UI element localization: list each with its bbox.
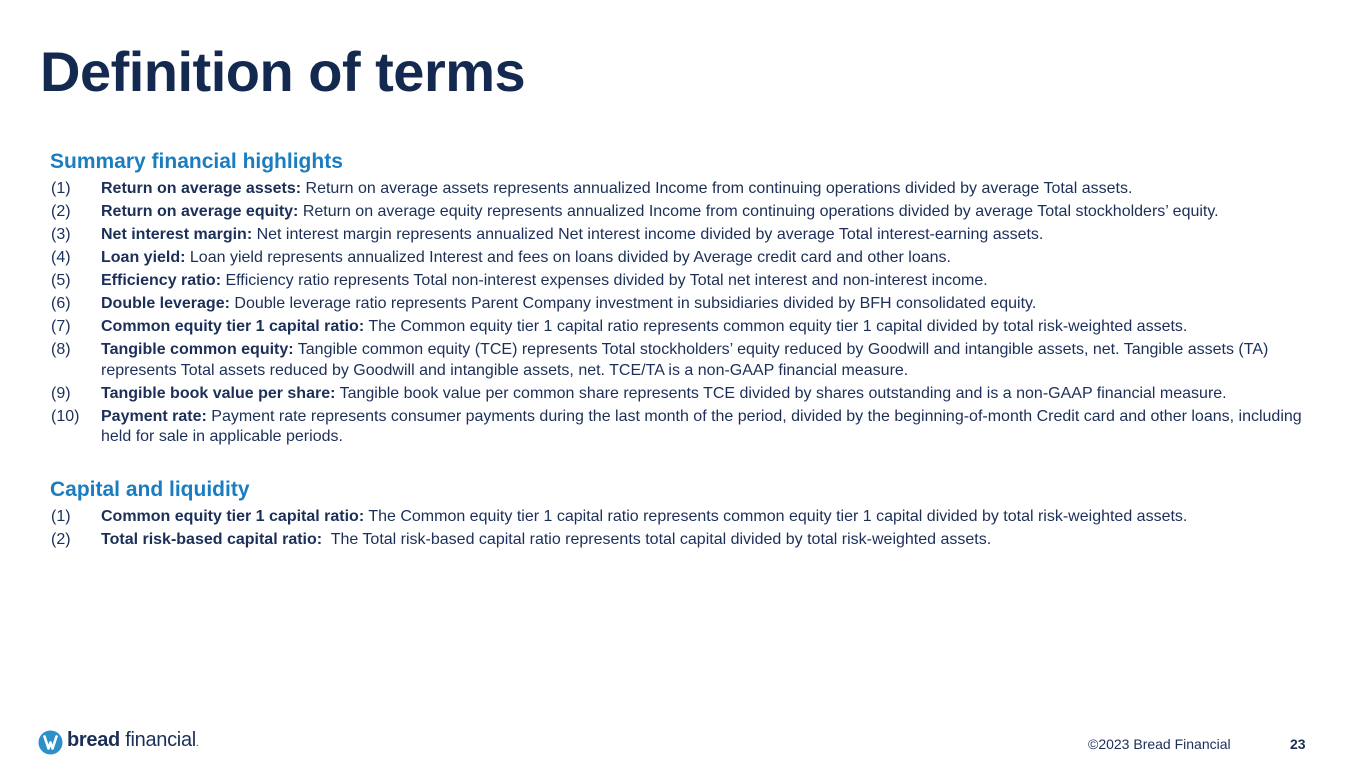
definition-item <box>50 340 1320 381</box>
definition-text <box>101 248 1320 269</box>
definition-item <box>50 384 1320 405</box>
term-name: Loan yield: <box>101 249 186 266</box>
term-definition: Return on average assets represents annualized Income from continuing operations divided by average Total assets. <box>301 180 1133 197</box>
item-number: (8) <box>51 341 71 358</box>
term-name: Common equity tier 1 capital ratio: <box>101 508 365 525</box>
item-number: (1) <box>51 180 71 197</box>
definition-item <box>50 507 1320 528</box>
term-name: Common equity tier 1 capital ratio: <box>101 318 365 335</box>
logo-dot: . <box>195 738 199 749</box>
item-number: (4) <box>51 249 71 266</box>
item-number: (2) <box>51 203 71 220</box>
item-number: (10) <box>51 407 80 425</box>
term-definition: Loan yield represents annualized Interest and fees on loans divided by Average credit card and other loans. <box>185 249 951 266</box>
definition-item <box>50 225 1320 246</box>
page-title: Definition of terms <box>40 40 526 103</box>
item-number: (5) <box>51 272 71 289</box>
term-definition: Efficiency ratio represents Total non-interest expenses divided by Total net interest and non-interest income. <box>221 272 988 289</box>
definition-text <box>101 530 1320 551</box>
term-name: Return on average assets: <box>101 180 302 197</box>
term-name: Tangible book value per share: <box>101 384 336 402</box>
definition-item <box>50 202 1320 223</box>
definition-text <box>101 179 1320 200</box>
definition-item <box>50 294 1320 315</box>
section-heading: Summary financial highlights <box>50 150 343 173</box>
term-name: Net interest margin: <box>101 226 253 243</box>
bread-logo-mark-icon <box>38 730 63 755</box>
section-heading: Capital and liquidity <box>50 478 250 501</box>
logo-word-financial: financial <box>119 729 196 751</box>
term-definition: Double leverage ratio represents Parent Company investment in subsidiaries divided by BFH consolidated equity. <box>229 295 1037 312</box>
logo-word-bread: bread <box>67 729 120 751</box>
definition-item <box>50 248 1320 269</box>
page-number: 23 <box>1290 736 1306 752</box>
term-definition: Tangible book value per common share represents TCE divided by shares outstanding and is a non-GAAP financial measure. <box>335 384 1227 402</box>
item-number: (7) <box>51 318 71 335</box>
term-name: Return on average equity: <box>101 203 299 220</box>
definition-text <box>101 225 1320 246</box>
item-number: (1) <box>51 508 71 525</box>
copyright-text: ©2023 Bread Financial <box>1088 736 1231 752</box>
logo-wordmark <box>67 727 198 757</box>
bread-financial-logo <box>38 729 198 755</box>
definition-item <box>50 407 1320 448</box>
definition-text <box>101 294 1320 315</box>
definition-text <box>101 340 1320 381</box>
definition-text <box>101 407 1320 448</box>
term-definition: Net interest margin represents annualized Net interest income divided by average Total interest-earning assets. <box>252 226 1044 243</box>
term-name: Efficiency ratio: <box>101 272 222 289</box>
term-definition: Payment rate represents consumer payments during the last month of the period, divided by the beginning-of-month Credit card and other loans, including held for sale in applicable periods. <box>101 407 1302 445</box>
item-number: (6) <box>51 295 71 312</box>
definition-item <box>50 179 1320 200</box>
item-number: (2) <box>51 531 71 548</box>
definition-text <box>101 317 1320 338</box>
section-capital-and-liquidity <box>50 477 1320 553</box>
term-name: Tangible common equity: <box>101 341 294 358</box>
term-definition: The Common equity tier 1 capital ratio represents common equity tier 1 capital divided by total risk-weighted assets. <box>364 508 1188 525</box>
term-definition: Return on average equity represents annualized Income from continuing operations divided by average Total stockholders’ equity. <box>298 203 1219 220</box>
definition-item <box>50 530 1320 551</box>
definition-list <box>50 179 1320 448</box>
definition-text <box>101 384 1320 405</box>
item-number: (9) <box>51 384 71 402</box>
term-definition: The Total risk-based capital ratio represents total capital divided by total risk-weighted assets. <box>322 531 992 548</box>
definition-text <box>101 507 1320 528</box>
term-definition: Tangible common equity (TCE) represents Total stockholders’ equity reduced by Goodwill and intangible assets, net. Tangible assets (TA) represents Total assets reduced by Goodwill and intangible assets, net. TCE/TA is a non-GAAP financial measure. <box>101 341 1269 379</box>
definition-item <box>50 271 1320 292</box>
definition-text <box>101 202 1320 223</box>
section-summary-financial-highlights <box>50 149 1320 450</box>
term-name: Total risk-based capital ratio: <box>101 531 323 548</box>
definition-list <box>50 507 1320 551</box>
term-name: Double leverage: <box>101 295 230 312</box>
definition-text <box>101 271 1320 292</box>
item-number: (3) <box>51 226 71 243</box>
term-name: Payment rate: <box>101 407 207 425</box>
definition-item <box>50 317 1320 338</box>
term-definition: The Common equity tier 1 capital ratio represents common equity tier 1 capital divided by total risk-weighted assets. <box>364 318 1188 335</box>
